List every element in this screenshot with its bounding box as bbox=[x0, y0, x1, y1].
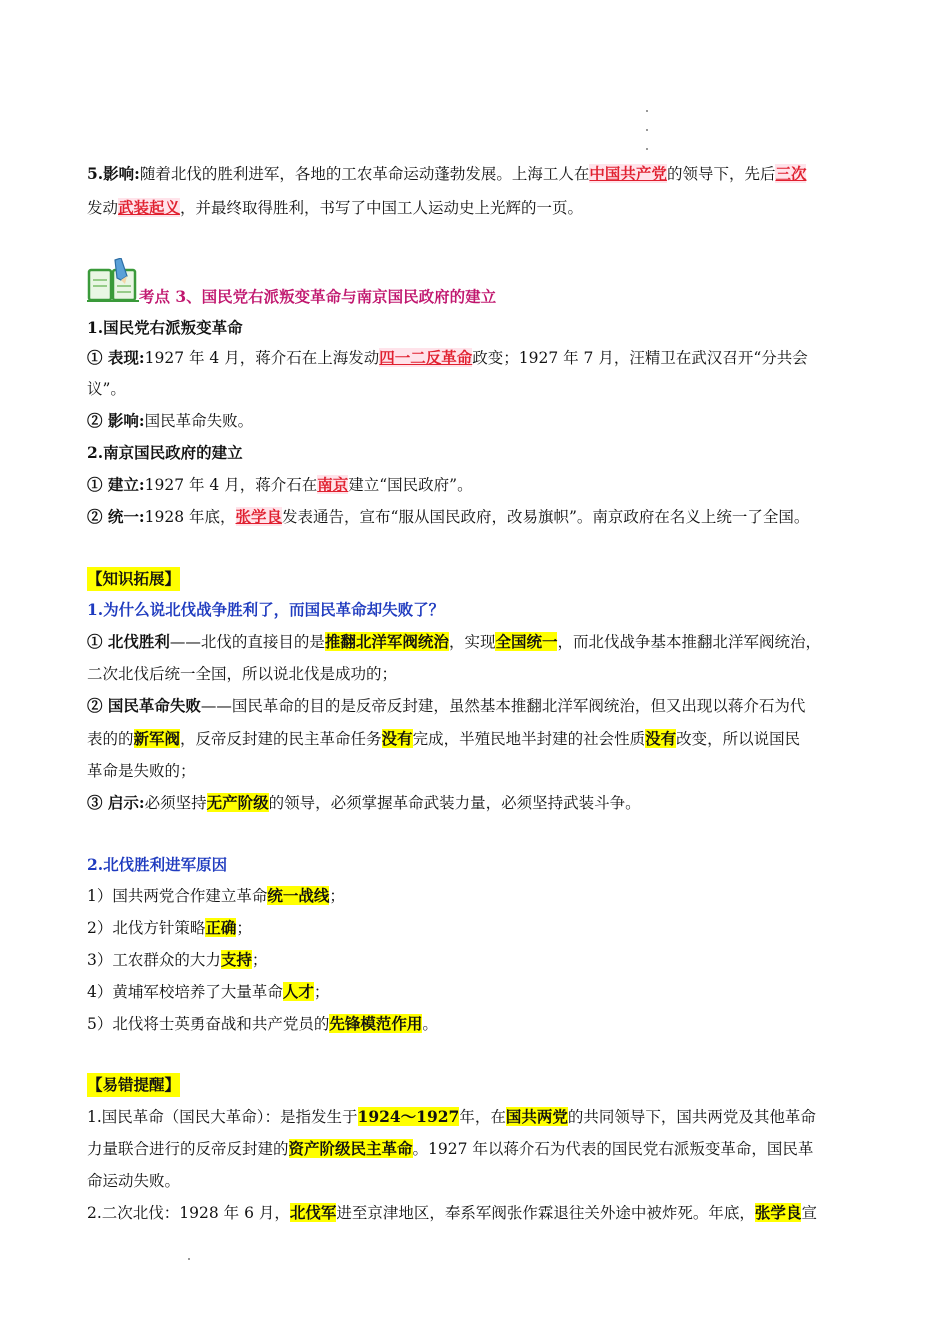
tag-knowledge-extension: 【知识拓展】 bbox=[87, 567, 180, 591]
zs-a3: ③ 启示:必须坚持无产阶级的领导，必须掌握革命武装力量，必须坚持武装斗争。 bbox=[87, 793, 641, 812]
kd3-p3: ① 建立:1927 年 4 月，蒋介石在南京建立“国民政府”。 bbox=[87, 475, 473, 494]
zs-a1-line1: ① 北伐胜利——北伐的直接目的是推翻北洋军阀统治，实现全国统一，而北伐战争基本推翻北洋军阀统治， bbox=[87, 632, 821, 651]
kd3-p1-line1: ① 表现:1927 年 4 月，蒋介石在上海发动四一二反革命政变；1927 年 7 月，汪精卫在武汉召开“分共会 bbox=[87, 348, 808, 367]
kd3-p2: ② 影响:国民革命失败。 bbox=[87, 411, 254, 430]
yc-line1: 1.国民革命（国民大革命）：是指发生于1924～1927年，在国共两党的共同领导下，国共两党及其他革命 bbox=[87, 1107, 816, 1126]
s5-line1: 5.影响:随着北伐的胜利进军，各地的工农革命运动蓬勃发展。上海工人在中国共产党的领导下，先后三次 bbox=[87, 164, 807, 183]
kd3-p1-line2: 议”。 bbox=[87, 380, 126, 398]
section-title-kd3: 考点 3、国民党右派叛变革命与南京国民政府的建立 bbox=[139, 287, 497, 306]
question-1: 1.为什么说北伐战争胜利了，而国民革命却失败了？ bbox=[87, 600, 445, 619]
zs-a2-line1: ② 国民革命失败——国民革命的目的是反帝反封建，虽然基本推翻北洋军阀统治，但又出现以蒋介石为代 bbox=[87, 696, 806, 715]
highlight-three: 三次 bbox=[775, 164, 807, 183]
list-item: 3）工农群众的大力支持； bbox=[87, 950, 268, 969]
kd3-p4: ② 统一:1928 年底，张学良发表通告，宣布“服从国民政府，改易旗帜”。南京政府在名义上统一了全国。 bbox=[87, 507, 810, 526]
highlight-uprising: 武装起义 bbox=[118, 198, 181, 217]
list-item: 1）国共两党合作建立革命统一战线； bbox=[87, 886, 345, 905]
yc-line3: 命运动失败。 bbox=[87, 1172, 181, 1190]
zs-a1-line2: 二次北伐后统一全国，所以说北伐是成功的； bbox=[87, 665, 398, 683]
zs-a2-line2: 表的的新军阀，反帝反封建的民主革命任务没有完成，半殖民地半封建的社会性质没有改变，所以说国民 bbox=[87, 729, 801, 748]
s5-line2: 发动武装起义，并最终取得胜利，书写了中国工人运动史上光辉的一页。 bbox=[87, 198, 584, 217]
list-item: 2）北伐方针策略正确； bbox=[87, 918, 252, 937]
question-2: 2.北伐胜利进军原因 bbox=[87, 855, 228, 874]
list-item: 5）北伐将士英勇奋战和共产党员的先锋模范作用。 bbox=[87, 1014, 438, 1033]
yc-line4: 2.二次北伐：1928 年 6 月，北伐军进至京津地区，奉系军阀张作霖退往关外途中被炸死。年底，张学良宣 bbox=[87, 1203, 817, 1222]
book-pencil-icon bbox=[87, 258, 139, 304]
tag-common-mistakes: 【易错提醒】 bbox=[87, 1073, 180, 1097]
yc-line2: 力量联合进行的反帝反封建的资产阶级民主革命。1927 年以蒋介石为代表的国民党右派叛变革命，国民革 bbox=[87, 1139, 814, 1158]
list-item: 4）黄埔军校培养了大量革命人才； bbox=[87, 982, 330, 1001]
subheading-betrayal: 1.国民党右派叛变革命 bbox=[87, 318, 243, 337]
highlight-cpc: 中国共产党 bbox=[589, 164, 667, 183]
zs-a2-line3: 革命是失败的； bbox=[87, 762, 196, 780]
subheading-nanjing: 2.南京国民政府的建立 bbox=[87, 443, 243, 462]
